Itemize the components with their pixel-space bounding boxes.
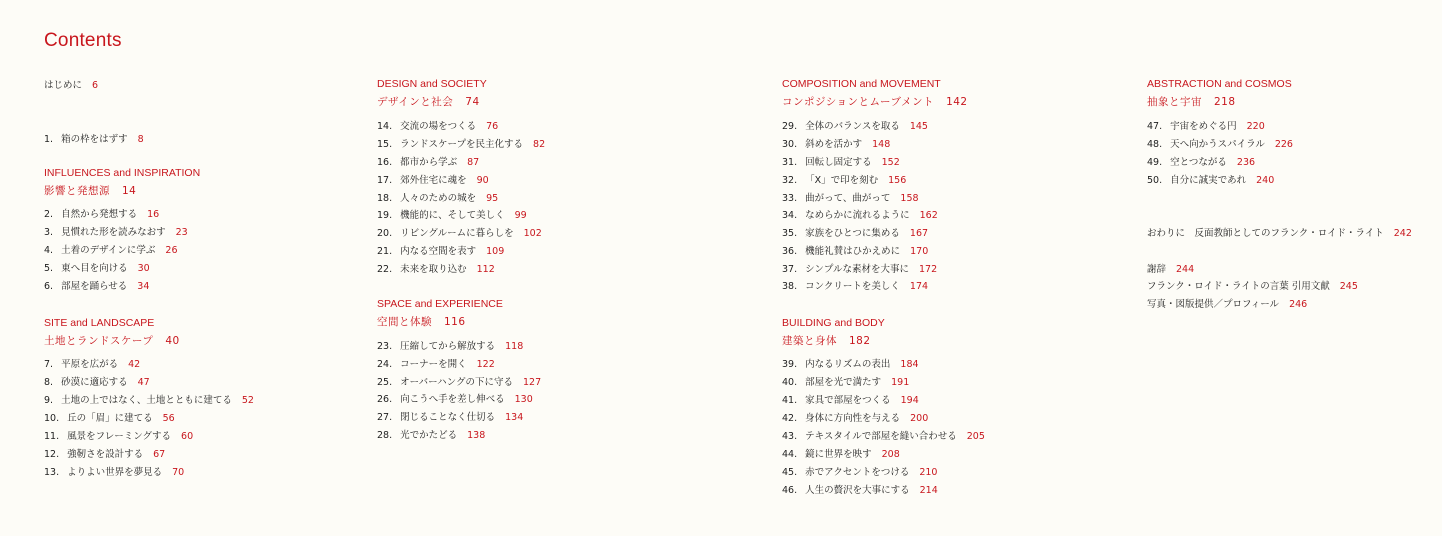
entry-number: 23. <box>377 341 393 352</box>
section-title-jp-text: コンポジションとムーブメント <box>782 96 935 108</box>
entry-title: 部屋を踊らせる <box>61 281 128 292</box>
entry-title: 機能的に、そして美しく <box>400 210 505 221</box>
section-title-jp <box>377 316 466 329</box>
page-title: Contents <box>44 30 122 51</box>
entry-title: 交流の場をつくる <box>400 121 477 132</box>
entry-number: 37. <box>782 264 798 275</box>
section-title-en: INFLUENCES and INSPIRATION <box>44 167 201 179</box>
entry-title: 平原を広がる <box>61 359 119 370</box>
entry-number: 34. <box>782 210 798 221</box>
entry-number: 26. <box>377 394 393 405</box>
section-title-en: SPACE and EXPERIENCE <box>377 298 503 310</box>
toc-entry <box>377 210 527 222</box>
entry-page-number: 246 <box>1289 299 1308 310</box>
entry-number: 15. <box>377 139 393 150</box>
entry-number: 42. <box>782 413 798 424</box>
entry-number: 31. <box>782 157 798 168</box>
entry-title: 鏡に世界を映す <box>805 449 872 460</box>
toc-entry <box>782 193 919 205</box>
section-title-jp-text: 建築と身体 <box>782 335 837 347</box>
entry-title: 都市から学ぶ <box>400 157 458 168</box>
section-title-en: SITE and LANDSCAPE <box>44 317 155 329</box>
entry-page-number: 172 <box>919 264 938 275</box>
section-title-jp-text: 土地とランドスケープ <box>44 335 154 347</box>
toc-entry <box>377 157 479 169</box>
entry-number: 45. <box>782 467 798 478</box>
toc-entry <box>1147 139 1293 151</box>
toc-entry <box>377 246 504 258</box>
entry-number: 17. <box>377 175 393 186</box>
entry-number: 16. <box>377 157 393 168</box>
toc-entry <box>44 263 150 275</box>
toc-entry <box>782 413 928 425</box>
entry-title: 強靭さを設計する <box>67 449 144 460</box>
toc-entry <box>782 228 928 240</box>
entry-number: 6. <box>44 281 54 292</box>
entry-number: 40. <box>782 377 798 388</box>
entry-title: コンクリートを美しく <box>805 281 900 292</box>
toc-entry <box>44 395 254 407</box>
entry-page-number: 34 <box>137 281 150 292</box>
toc-entry <box>44 227 188 239</box>
toc-entry <box>44 209 159 221</box>
entry-title: 家具で部屋をつくる <box>805 395 891 406</box>
toc-entry <box>377 359 495 371</box>
toc-entry <box>782 139 890 151</box>
section-title-jp-text: 抽象と宇宙 <box>1147 96 1202 108</box>
entry-title: 家族をひとつに集める <box>805 228 900 239</box>
entry-page-number: 236 <box>1236 157 1256 168</box>
toc-entry <box>377 394 533 406</box>
entry-number: 8. <box>44 377 54 388</box>
entry-title: 未来を取り込む <box>400 264 467 275</box>
toc-entry <box>377 341 523 353</box>
entry-title: 人々のための城を <box>400 193 477 204</box>
entry-page-number: 109 <box>486 246 505 257</box>
entry-page-number: 138 <box>467 430 486 441</box>
entry-title: 天へ向かうスパイラル <box>1170 139 1265 150</box>
toc-entry <box>782 121 928 133</box>
entry-page-number: 156 <box>888 175 907 186</box>
section-title-jp <box>1147 96 1236 109</box>
entry-page-number: 145 <box>909 121 928 132</box>
entry-title: シンプルな素材を大事に <box>805 264 909 275</box>
section-title-jp <box>44 185 136 198</box>
toc-entry <box>782 485 938 497</box>
entry-page-number: 122 <box>476 359 495 370</box>
entry-title: 機能礼賛はひかえめに <box>805 246 901 257</box>
entry-title: 東へ目を向ける <box>61 263 128 274</box>
entry-page-number: 130 <box>514 394 533 405</box>
entry-page-number: 30 <box>137 263 150 274</box>
toc-entry <box>782 246 928 258</box>
entry-number: 50. <box>1147 175 1163 186</box>
entry-number: 10. <box>44 413 60 424</box>
toc-entry <box>1147 175 1274 187</box>
entry-page-number: 148 <box>872 139 891 150</box>
toc-entry <box>1147 121 1265 133</box>
entry-page-number: 67 <box>153 449 166 460</box>
entry-page-number: 134 <box>505 412 524 423</box>
section-title-jp <box>377 96 480 109</box>
entry-page-number: 208 <box>881 449 900 460</box>
entry-page-number: 56 <box>162 413 175 424</box>
entry-number: 30. <box>782 139 798 150</box>
toc-entry <box>44 281 149 293</box>
entry-title: 光でかたどる <box>400 430 458 441</box>
toc-entry <box>1147 264 1194 276</box>
section-page-number: 116 <box>444 316 466 328</box>
entry-page-number: 6 <box>92 80 99 91</box>
entry-number: 32. <box>782 175 798 186</box>
entry-title: 土地の上ではなく、土地とともに建てる <box>61 395 232 406</box>
entry-page-number: 60 <box>181 431 194 442</box>
entry-number: 43. <box>782 431 798 442</box>
entry-page-number: 118 <box>505 341 524 352</box>
toc-entry <box>1147 228 1412 240</box>
entry-title: 自然から発想する <box>61 209 138 220</box>
toc-entry <box>44 377 150 389</box>
entry-title: 曲がって、曲がって <box>805 193 891 204</box>
toc-entry <box>44 80 98 92</box>
entry-number: 29. <box>782 121 798 132</box>
entry-title: 赤でアクセントをつける <box>805 467 910 478</box>
entry-title: 閉じることなく仕切る <box>400 412 496 423</box>
toc-entry <box>44 467 184 479</box>
entry-page-number: 226 <box>1274 139 1293 150</box>
entry-page-number: 70 <box>172 467 185 478</box>
toc-entry <box>377 121 498 133</box>
toc-entry <box>377 430 485 442</box>
entry-title: 自分に誠実であれ <box>1170 175 1247 186</box>
entry-title: 謝辞 <box>1147 264 1167 275</box>
entry-page-number: 26 <box>165 245 178 256</box>
toc-entry <box>782 377 909 389</box>
entry-number: 18. <box>377 193 393 204</box>
toc-entry <box>1147 281 1358 293</box>
entry-page-number: 95 <box>486 193 499 204</box>
entry-title: 郊外住宅に魂を <box>400 175 467 186</box>
entry-page-number: 210 <box>919 467 938 478</box>
entry-number: 49. <box>1147 157 1163 168</box>
section-page-number: 182 <box>849 335 871 347</box>
entry-number: 46. <box>782 485 798 496</box>
toc-entry <box>377 175 489 187</box>
entry-title: ランドスケープを民主化する <box>400 139 524 150</box>
section-title-jp <box>782 96 968 109</box>
toc-entry <box>377 412 523 424</box>
toc-entry <box>377 377 541 389</box>
entry-number: 24. <box>377 359 393 370</box>
entry-number: 33. <box>782 193 798 204</box>
toc-entry <box>44 359 140 371</box>
section-page-number: 218 <box>1214 96 1236 108</box>
entry-number: 22. <box>377 264 393 275</box>
entry-number: 13. <box>44 467 60 478</box>
entry-title: 砂漠に適応する <box>61 377 128 388</box>
toc-entry <box>782 431 985 443</box>
entry-number: 20. <box>377 228 393 239</box>
entry-number: 7. <box>44 359 54 370</box>
entry-title: 写真・図版提供／プロフィール <box>1147 299 1280 310</box>
entry-page-number: 242 <box>1393 228 1412 239</box>
entry-page-number: 184 <box>900 359 919 370</box>
toc-entry <box>44 134 144 146</box>
entry-page-number: 200 <box>910 413 929 424</box>
section-page-number: 40 <box>165 335 180 347</box>
entry-page-number: 214 <box>919 485 938 496</box>
toc-entry <box>782 157 900 169</box>
section-title-jp-text: 影響と発想源 <box>44 185 110 197</box>
entry-page-number: 240 <box>1256 175 1275 186</box>
entry-title: 見慣れた形を読みなおす <box>61 227 166 238</box>
entry-title: 箱の枠をはずす <box>61 134 128 145</box>
toc-entry <box>782 467 937 479</box>
entry-number: 44. <box>782 449 798 460</box>
entry-page-number: 191 <box>891 377 910 388</box>
entry-title: コーナーを開く <box>400 359 467 370</box>
entry-page-number: 87 <box>467 157 480 168</box>
entry-page-number: 174 <box>909 281 929 292</box>
entry-page-number: 8 <box>137 134 144 145</box>
entry-title: 斜めを活かす <box>805 139 863 150</box>
entry-page-number: 42 <box>128 359 141 370</box>
entry-number: 12. <box>44 449 60 460</box>
entry-title: 内なる空間を表す <box>400 246 477 257</box>
entry-title: 風景をフレーミングする <box>67 431 172 442</box>
entry-number: 2. <box>44 209 54 220</box>
toc-entry <box>44 245 178 257</box>
section-page-number: 14 <box>122 185 137 197</box>
entry-number: 36. <box>782 246 798 257</box>
entry-title: フランク・ロイド・ライトの言葉 引用文献 <box>1147 281 1330 292</box>
toc-entry <box>44 449 165 461</box>
entry-page-number: 152 <box>881 157 900 168</box>
section-title-en: ABSTRACTION and COSMOS <box>1147 78 1292 90</box>
entry-number: 3. <box>44 227 54 238</box>
entry-title: 内なるリズムの表出 <box>805 359 891 370</box>
entry-page-number: 220 <box>1246 121 1265 132</box>
toc-entry <box>782 264 937 276</box>
entry-number: 28. <box>377 430 393 441</box>
entry-title: 圧縮してから解放する <box>400 341 496 352</box>
entry-number: 1. <box>44 134 54 145</box>
toc-entry <box>782 395 919 407</box>
entry-title: 空とつながる <box>1170 157 1227 168</box>
entry-number: 4. <box>44 245 54 256</box>
entry-page-number: 99 <box>514 210 527 221</box>
entry-title: オーバーハングの下に守る <box>400 377 513 388</box>
entry-title: 丘の「眉」に建てる <box>67 413 153 424</box>
entry-page-number: 52 <box>241 395 254 406</box>
entry-number: 35. <box>782 228 798 239</box>
toc-entry <box>377 193 498 205</box>
entry-title: 人生の贅沢を大事にする <box>805 485 910 496</box>
entry-number: 5. <box>44 263 54 274</box>
toc-entry <box>377 228 542 240</box>
entry-number: 39. <box>782 359 798 370</box>
entry-page-number: 112 <box>476 264 495 275</box>
entry-title: リビングルームに暮らしを <box>400 228 514 239</box>
section-title-jp <box>782 335 871 348</box>
entry-title: はじめに <box>44 80 83 91</box>
entry-page-number: 47 <box>137 377 150 388</box>
entry-page-number: 167 <box>909 228 929 239</box>
toc-entry <box>1147 299 1307 311</box>
entry-title: 部屋を光で満たす <box>805 377 882 388</box>
entry-page-number: 162 <box>919 210 938 221</box>
toc-entry <box>782 175 906 187</box>
entry-number: 9. <box>44 395 54 406</box>
entry-number: 27. <box>377 412 393 423</box>
entry-number: 11. <box>44 431 60 442</box>
section-title-jp-text: デザインと社会 <box>377 96 454 108</box>
entry-title: よりよい世界を夢見る <box>67 467 163 478</box>
toc-entry <box>44 413 175 425</box>
section-title-en: COMPOSITION and MOVEMENT <box>782 78 941 90</box>
entry-number: 41. <box>782 395 798 406</box>
entry-page-number: 23 <box>175 227 188 238</box>
entry-number: 47. <box>1147 121 1163 132</box>
section-page-number: 142 <box>946 96 968 108</box>
toc-entry <box>1147 157 1255 169</box>
entry-page-number: 158 <box>900 193 919 204</box>
entry-page-number: 205 <box>966 431 985 442</box>
entry-title: 土着のデザインに学ぶ <box>61 245 156 256</box>
entry-page-number: 82 <box>533 139 546 150</box>
entry-page-number: 194 <box>900 395 919 406</box>
toc-entry <box>377 264 495 276</box>
entry-number: 38. <box>782 281 798 292</box>
section-title-en: BUILDING and BODY <box>782 317 885 329</box>
section-title-jp <box>44 335 180 348</box>
entry-number: 48. <box>1147 139 1163 150</box>
entry-page-number: 244 <box>1176 264 1195 275</box>
entry-title: 向こうへ手を差し伸べる <box>400 394 505 405</box>
entry-title: 宇宙をめぐる円 <box>1170 121 1237 132</box>
section-page-number: 74 <box>465 96 480 108</box>
entry-number: 25. <box>377 377 393 388</box>
entry-title: なめらかに流れるように <box>805 210 910 221</box>
toc-entry <box>44 431 193 443</box>
section-title-en: DESIGN and SOCIETY <box>377 78 487 90</box>
toc-entry <box>782 281 928 293</box>
entry-page-number: 76 <box>486 121 499 132</box>
toc-entry <box>782 449 900 461</box>
entry-number: 19. <box>377 210 393 221</box>
entry-page-number: 245 <box>1339 281 1358 292</box>
toc-entry <box>377 139 545 151</box>
entry-number: 14. <box>377 121 393 132</box>
entry-number: 21. <box>377 246 393 257</box>
toc-entry <box>782 210 938 222</box>
entry-title: 回転し固定する <box>805 157 872 168</box>
entry-page-number: 127 <box>522 377 542 388</box>
entry-title: 「X」で印を刻む <box>805 175 879 186</box>
entry-page-number: 170 <box>910 246 929 257</box>
entry-page-number: 16 <box>147 209 160 220</box>
entry-title: テキスタイルで部屋を縫い合わせる <box>805 431 957 442</box>
section-title-jp-text: 空間と体験 <box>377 316 432 328</box>
entry-title: おわりに 反面教師としてのフランク・ロイド・ライト <box>1147 228 1384 239</box>
entry-page-number: 102 <box>523 228 542 239</box>
entry-page-number: 90 <box>476 175 489 186</box>
entry-title: 身体に方向性を与える <box>805 413 901 424</box>
toc-entry <box>782 359 919 371</box>
entry-title: 全体のバランスを取る <box>805 121 900 132</box>
